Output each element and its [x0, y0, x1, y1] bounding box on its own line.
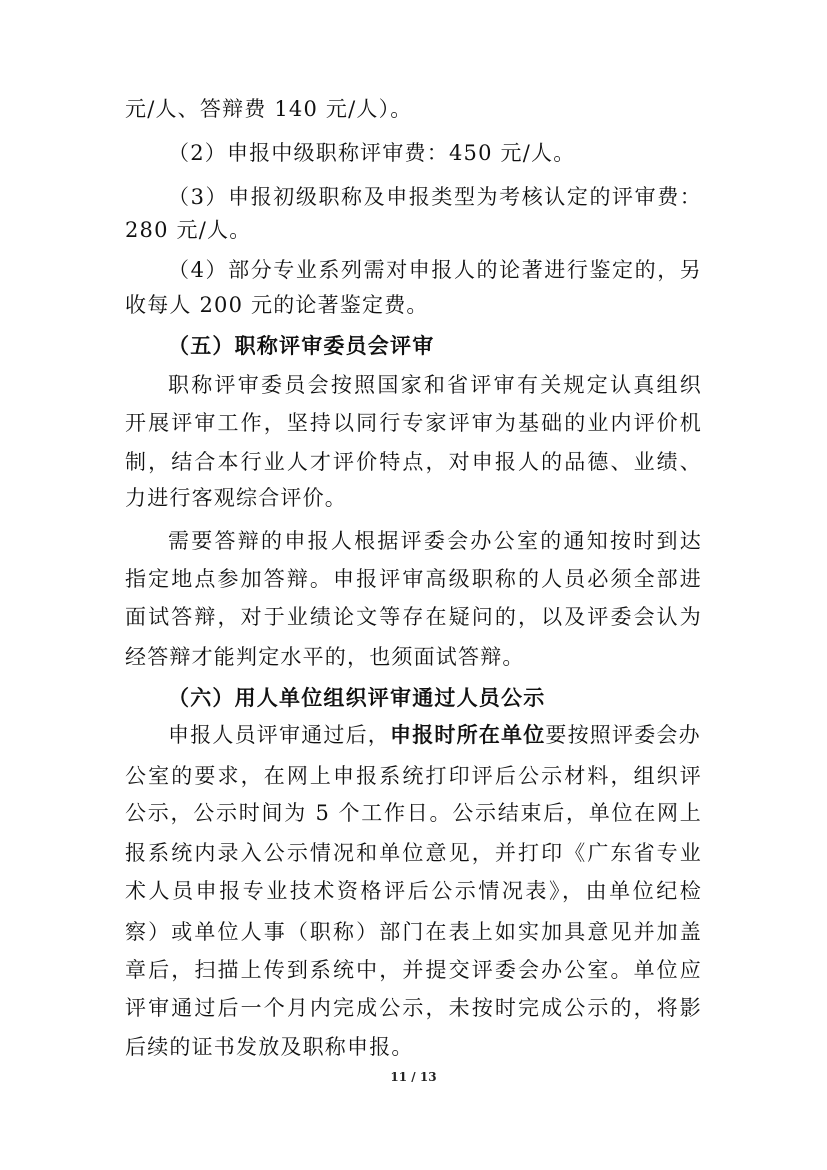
paragraph-line: 开展评审工作，坚持以同行专家评审为基础的业内评价机: [125, 411, 702, 435]
paragraph-line-mixed: [168, 720, 702, 750]
paragraph-line: 力进行客观综合评价。: [125, 486, 347, 510]
paragraph-line: 察）或单位人事（职称）部门在表上如实加具意见并加盖: [125, 920, 702, 944]
paragraph-line: 职称评审委员会按照国家和省评审有关规定认真组织: [168, 373, 702, 397]
paragraph-line: 报系统内录入公示情况和单位意见，并打印《广东省专业: [125, 841, 702, 865]
text-line: 元/人、答辩费 140 元/人）。: [125, 97, 413, 121]
fee-item-4: （4）部分专业系列需对申报人的论著进行鉴定的，另: [168, 258, 702, 282]
page-number: 11 / 13: [390, 1070, 437, 1084]
text-line: 280 元/人。: [125, 218, 252, 242]
paragraph-line: 术人员申报专业技术资格评后公示情况表》，由单位纪检: [125, 879, 702, 903]
paragraph-line: 后续的证书发放及职称申报。: [125, 1035, 414, 1059]
text-segment: 申报人员评审通过后，: [168, 723, 390, 747]
bold-emphasis: 申报时所在单位: [390, 722, 546, 747]
section-heading-5: （五）职称评审委员会评审: [168, 333, 435, 358]
paragraph-line: 评审通过后一个月内完成公示，未按时完成公示的，将影: [125, 996, 702, 1020]
paragraph-line: 面试答辩，对于业绩论文等存在疑问的，以及评委会认为: [125, 605, 702, 629]
text-line: 收每人 200 元的论著鉴定费。: [125, 293, 429, 317]
text-segment: 要按照评委会办: [545, 723, 701, 747]
paragraph-line: 制，结合本行业人才评价特点，对申报人的品德、业绩、: [125, 450, 702, 474]
paragraph-line: 公室的要求，在网上申报系统打印评后公示材料，组织评: [125, 764, 702, 788]
paragraph-line: 经答辩才能判定水平的，也须面试答辩。: [125, 645, 525, 669]
paragraph-line: 指定地点参加答辩。申报评审高级职称的人员必须全部进: [125, 567, 702, 591]
fee-item-2: （2）申报中级职称评审费：450 元/人。: [168, 141, 576, 165]
paragraph-line: 需要答辩的申报人根据评委会办公室的通知按时到达: [168, 529, 702, 553]
paragraph-line: 公示，公示时间为 5 个工作日。公示结束后，单位在网上: [125, 801, 702, 825]
section-heading-6: （六）用人单位组织评审通过人员公示: [168, 685, 546, 710]
fee-item-3: （3）申报初级职称及申报类型为考核认定的评审费：: [168, 185, 702, 209]
paragraph-line: 章后，扫描上传到系统中，并提交评委会办公室。单位应: [125, 958, 702, 982]
